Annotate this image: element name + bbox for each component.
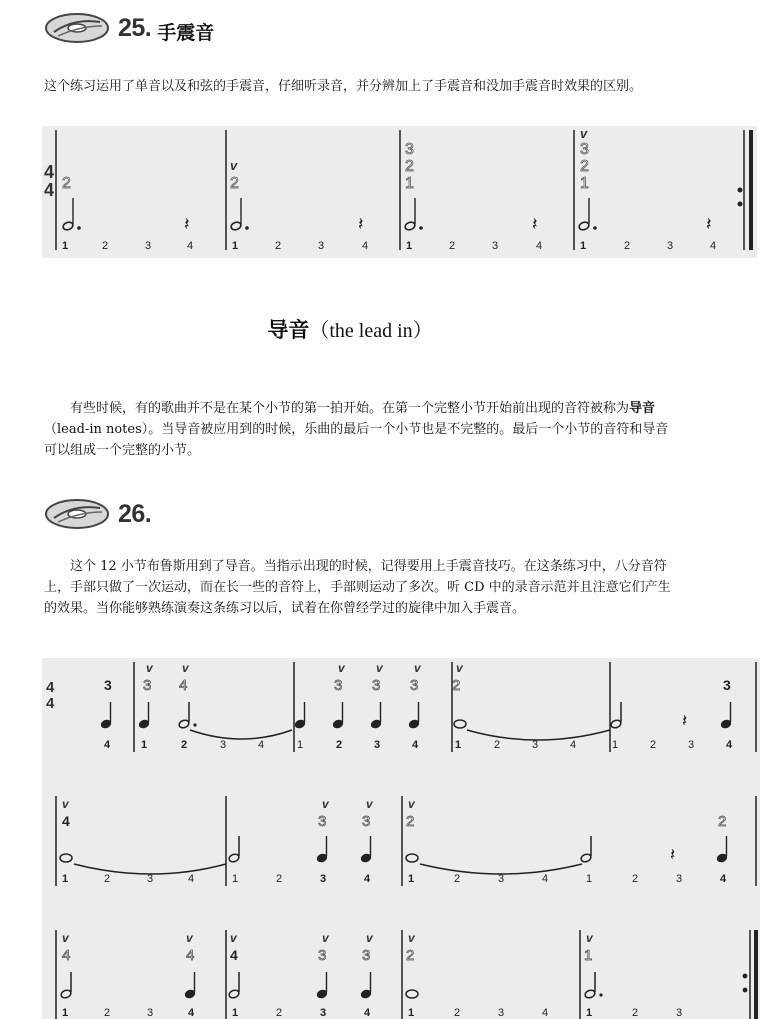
svg-text:2: 2 (102, 240, 109, 252)
svg-text:4: 4 (104, 739, 111, 751)
svg-text:3: 3 (318, 947, 327, 964)
svg-text:3: 3 (320, 1007, 327, 1019)
svg-text:3: 3 (362, 813, 371, 830)
svg-text:4: 4 (258, 739, 265, 751)
svg-text:3: 3 (676, 873, 683, 885)
svg-text:2: 2 (275, 240, 282, 252)
svg-text:3: 3 (143, 677, 152, 694)
svg-text:1: 1 (580, 240, 587, 252)
svg-text:3: 3 (405, 141, 414, 158)
svg-text:3: 3 (220, 739, 227, 751)
svg-text:𝄽: 𝄽 (682, 711, 688, 730)
svg-text:1: 1 (612, 739, 619, 751)
svg-text:4: 4 (62, 813, 70, 829)
svg-text:3: 3 (498, 873, 505, 885)
svg-text:2: 2 (276, 873, 283, 885)
svg-text:3: 3 (318, 240, 325, 252)
exercise-26-header (44, 494, 151, 534)
svg-text:v: v (182, 661, 189, 675)
svg-text:2: 2 (276, 1007, 283, 1019)
svg-text:2: 2 (405, 158, 414, 175)
svg-text:4: 4 (720, 873, 727, 885)
exercise-25-tab-staff (42, 126, 757, 258)
svg-text:4: 4 (188, 1007, 195, 1019)
svg-text:1: 1 (62, 873, 69, 885)
svg-text:3: 3 (688, 739, 695, 751)
svg-text:𝄽: 𝄽 (184, 214, 190, 234)
svg-text:4: 4 (187, 240, 194, 252)
lead-in-title-en: （the lead in） (309, 320, 433, 342)
svg-text:4: 4 (44, 162, 55, 182)
lead-in-term: 导音 (629, 401, 656, 416)
svg-text:v: v (338, 661, 345, 675)
svg-text:1: 1 (141, 739, 148, 751)
svg-text:2: 2 (454, 1007, 461, 1019)
svg-text:2: 2 (449, 240, 456, 252)
svg-text:3: 3 (104, 677, 112, 693)
svg-text:3: 3 (676, 1007, 683, 1019)
svg-text:1: 1 (232, 873, 239, 885)
svg-text:3: 3 (532, 739, 539, 751)
svg-text:v: v (366, 931, 373, 945)
svg-text:2: 2 (104, 1007, 111, 1019)
svg-text:1: 1 (455, 739, 462, 751)
svg-text:2: 2 (62, 175, 71, 192)
svg-text:3: 3 (147, 1007, 154, 1019)
svg-text:v: v (230, 931, 237, 945)
svg-text:𝄽: 𝄽 (358, 214, 364, 234)
svg-text:v: v (414, 661, 421, 675)
svg-text:1: 1 (406, 240, 413, 252)
svg-text:v: v (62, 931, 69, 945)
svg-text:𝄽: 𝄽 (670, 845, 676, 864)
svg-text:4: 4 (710, 240, 717, 252)
svg-text:1: 1 (232, 240, 239, 252)
svg-text:2: 2 (650, 739, 657, 751)
svg-text:v: v (62, 797, 69, 811)
lead-in-paragraph: 有些时候，有的歌曲并不是在某个小节的第一拍开始。在第一个完整小节开始前出现的音符被称为导音（lead-in notes）。当导音被应用到的时候，乐曲的最后一个小节也是不完整的。最后一个小节的音符和导音可以组成一个完整的小节。 (44, 401, 669, 458)
exercise-25-description: 这个练习运用了单音以及和弦的手震音，仔细听录音，并分辨加上了手震音和没加手震音时效果的区别。 (44, 79, 643, 94)
svg-text:2: 2 (452, 677, 461, 694)
svg-text:1: 1 (232, 1007, 239, 1019)
svg-text:2: 2 (454, 873, 461, 885)
svg-text:4: 4 (536, 240, 543, 252)
svg-text:v: v (580, 126, 588, 141)
svg-text:3: 3 (334, 677, 343, 694)
svg-text:1: 1 (62, 240, 69, 252)
svg-text:v: v (146, 661, 153, 675)
svg-text:4: 4 (46, 679, 55, 696)
svg-text:3: 3 (374, 739, 381, 751)
svg-text:3: 3 (410, 677, 419, 694)
svg-text:4: 4 (412, 739, 419, 751)
svg-text:2: 2 (624, 240, 631, 252)
svg-text:2: 2 (104, 873, 111, 885)
svg-text:v: v (322, 797, 329, 811)
cd-icon (44, 498, 110, 530)
exercise-26-tab-staff (42, 658, 760, 1019)
svg-text:4: 4 (179, 677, 188, 694)
svg-text:v: v (322, 931, 329, 945)
svg-text:1: 1 (297, 739, 304, 751)
svg-text:2: 2 (632, 1007, 639, 1019)
exercise-number: 25. (118, 13, 152, 42)
svg-text:4: 4 (726, 739, 733, 751)
svg-text:v: v (408, 931, 415, 945)
svg-text:2: 2 (336, 739, 343, 751)
svg-text:4: 4 (570, 739, 577, 751)
exercise-number: 26. (118, 499, 152, 528)
svg-text:3: 3 (580, 141, 589, 158)
svg-text:v: v (230, 158, 238, 173)
svg-text:v: v (456, 661, 463, 675)
svg-text:2: 2 (580, 158, 589, 175)
svg-text:2: 2 (718, 813, 727, 830)
svg-text:4: 4 (230, 947, 238, 963)
svg-text:3: 3 (372, 677, 381, 694)
svg-text:3: 3 (667, 240, 674, 252)
svg-text:3: 3 (723, 677, 731, 693)
svg-text:4: 4 (62, 947, 71, 964)
svg-text:1: 1 (580, 175, 589, 192)
tab-staff-svg (42, 658, 760, 1019)
lead-in-title-zh: 导音 (267, 318, 310, 342)
tab-staff-svg (42, 126, 757, 258)
svg-text:1: 1 (586, 1007, 593, 1019)
svg-text:3: 3 (147, 873, 154, 885)
cd-icon (44, 12, 110, 44)
svg-text:𝄽: 𝄽 (706, 214, 712, 234)
svg-text:2: 2 (406, 813, 415, 830)
svg-text:v: v (408, 797, 415, 811)
svg-text:1: 1 (62, 1007, 69, 1019)
svg-text:2: 2 (494, 739, 501, 751)
svg-text:2: 2 (406, 947, 415, 964)
svg-text:1: 1 (584, 947, 593, 964)
svg-text:3: 3 (318, 813, 327, 830)
exercise-title: 手震音 (157, 21, 215, 44)
svg-text:1: 1 (586, 873, 593, 885)
exercise-25-header (44, 8, 214, 48)
svg-text:v: v (186, 931, 193, 945)
svg-text:𝄽: 𝄽 (532, 214, 538, 234)
svg-text:3: 3 (362, 947, 371, 964)
svg-text:4: 4 (44, 180, 55, 200)
svg-text:4: 4 (542, 873, 549, 885)
svg-text:3: 3 (498, 1007, 505, 1019)
svg-text:4: 4 (364, 873, 371, 885)
svg-text:2: 2 (181, 739, 188, 751)
svg-text:v: v (586, 931, 593, 945)
svg-text:1: 1 (408, 1007, 415, 1019)
svg-text:3: 3 (320, 873, 327, 885)
svg-text:4: 4 (188, 873, 195, 885)
svg-text:1: 1 (408, 873, 415, 885)
svg-text:v: v (366, 797, 373, 811)
svg-text:4: 4 (542, 1007, 549, 1019)
svg-text:2: 2 (230, 175, 239, 192)
svg-text:4: 4 (364, 1007, 371, 1019)
svg-text:4: 4 (362, 240, 369, 252)
svg-text:1: 1 (405, 175, 414, 192)
svg-text:2: 2 (632, 873, 639, 885)
svg-text:4: 4 (186, 947, 195, 964)
svg-text:3: 3 (492, 240, 499, 252)
svg-text:3: 3 (145, 240, 152, 252)
lead-in-title (0, 314, 700, 344)
svg-text:v: v (376, 661, 383, 675)
exercise-26-description: 这个 12 小节布鲁斯用到了导音。当指示出现的时候，记得要用上手震音技巧。在这条练习中，八分音符上，手部只做了一次运动，而在长一些的音符上，手部则运动了多次。听 CD 中的录音示范并且注意它们产生的效果。当你能够熟练演奏这条练习以后，试着在你曾经学过的旋律中加入手震音。 (44, 559, 671, 616)
svg-text:4: 4 (46, 695, 55, 712)
